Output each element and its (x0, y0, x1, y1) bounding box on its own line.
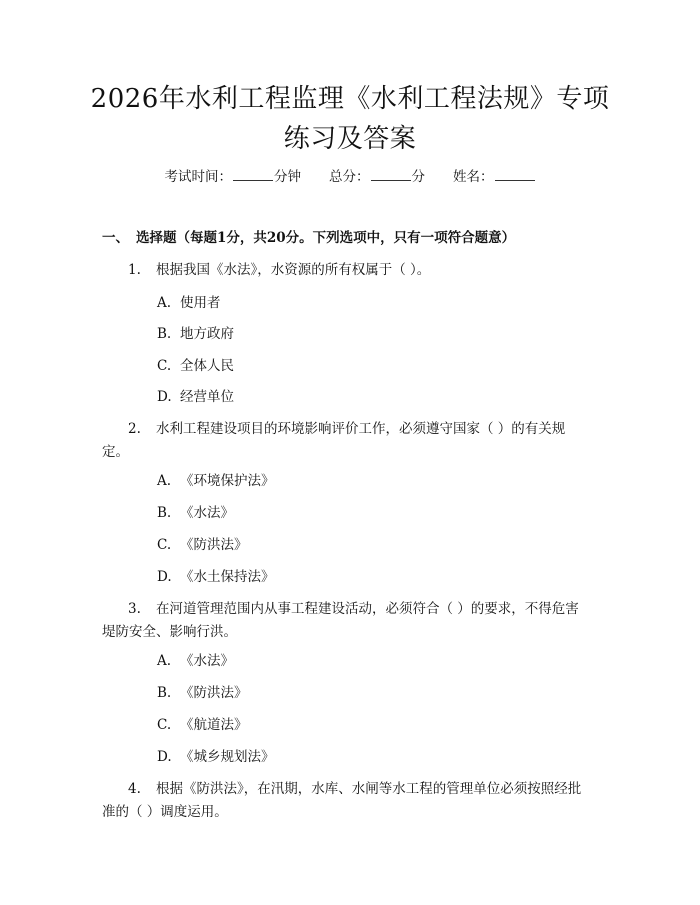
option-letter: B. (157, 326, 172, 342)
document-title-line2: 练习及答案 (283, 124, 417, 154)
question-text-continuation: 准的（ ）调度运用。 (102, 804, 228, 820)
time-label: 考试时间： (164, 169, 232, 185)
question-2 (102, 418, 602, 464)
option-text: 使用者 (180, 295, 221, 311)
section-number: 一、 (102, 230, 129, 246)
option-letter: D. (157, 389, 172, 405)
option-letter: B. (157, 505, 172, 521)
option-letter: A. (157, 295, 172, 311)
question-text-continuation: 定。 (102, 444, 129, 460)
name-label: 姓名： (453, 169, 494, 185)
question-3 (102, 598, 602, 644)
question-text-continuation: 堤防安全、影响行洪。 (102, 624, 237, 640)
option (157, 682, 248, 704)
question-1 (102, 259, 602, 282)
question-number: 1. (128, 262, 141, 278)
question-text: 根据《防洪法》，在汛期，水库、水闸等水工程的管理单位必须按照经批 (156, 781, 582, 797)
option (157, 534, 248, 556)
option-letter: A. (157, 653, 172, 669)
option-letter: C. (157, 717, 172, 733)
option-text: 全体人民 (180, 358, 234, 374)
option-text: 经营单位 (180, 389, 234, 405)
option-letter: C. (157, 358, 172, 374)
question-text: 在河道管理范围内从事工程建设活动，必须符合（ ）的要求，不得危害 (156, 601, 579, 617)
question-text: 水利工程建设项目的环境影响评价工作，必须遵守国家（ ）的有关规 (156, 421, 566, 437)
option (157, 714, 248, 736)
option (157, 746, 275, 768)
exam-meta (0, 166, 700, 187)
option-text: 《航道法》 (180, 717, 248, 733)
question-number: 3. (128, 601, 141, 617)
option-text: 地方政府 (180, 326, 234, 342)
section-heading (102, 227, 515, 249)
option (157, 323, 234, 345)
option-letter: A. (157, 473, 172, 489)
option-text: 《水法》 (180, 653, 234, 669)
option (157, 386, 234, 408)
option-text: 《防洪法》 (180, 537, 248, 553)
question-4 (102, 778, 602, 824)
name-blank (495, 166, 535, 181)
option-letter: B. (157, 685, 172, 701)
score-blank (371, 166, 411, 181)
score-unit: 分 (411, 169, 425, 185)
option-letter: D. (157, 569, 172, 585)
option (157, 292, 221, 314)
score-label: 总分： (329, 169, 370, 185)
question-text: 根据我国《水法》，水资源的所有权属于（ ）。 (156, 262, 431, 278)
option (157, 650, 234, 672)
option-letter: C. (157, 537, 172, 553)
option (157, 566, 275, 588)
time-unit: 分钟 (274, 169, 301, 185)
option-text: 《水土保持法》 (180, 569, 275, 585)
question-number: 2. (128, 421, 141, 437)
section-title: 选择题（每题1分，共20分。下列选项中，只有一项符合题意） (136, 230, 516, 246)
option-text: 《水法》 (180, 505, 234, 521)
time-blank (233, 166, 273, 181)
option-letter: D. (157, 749, 172, 765)
option-text: 《环境保护法》 (180, 473, 275, 489)
option (157, 502, 234, 524)
document-title-line1: 2026年水利工程监理《水利工程法规》专项 (90, 84, 610, 114)
option (157, 470, 275, 492)
option-text: 《城乡规划法》 (180, 749, 275, 765)
option-text: 《防洪法》 (180, 685, 248, 701)
option (157, 355, 234, 377)
question-number: 4. (128, 781, 141, 797)
